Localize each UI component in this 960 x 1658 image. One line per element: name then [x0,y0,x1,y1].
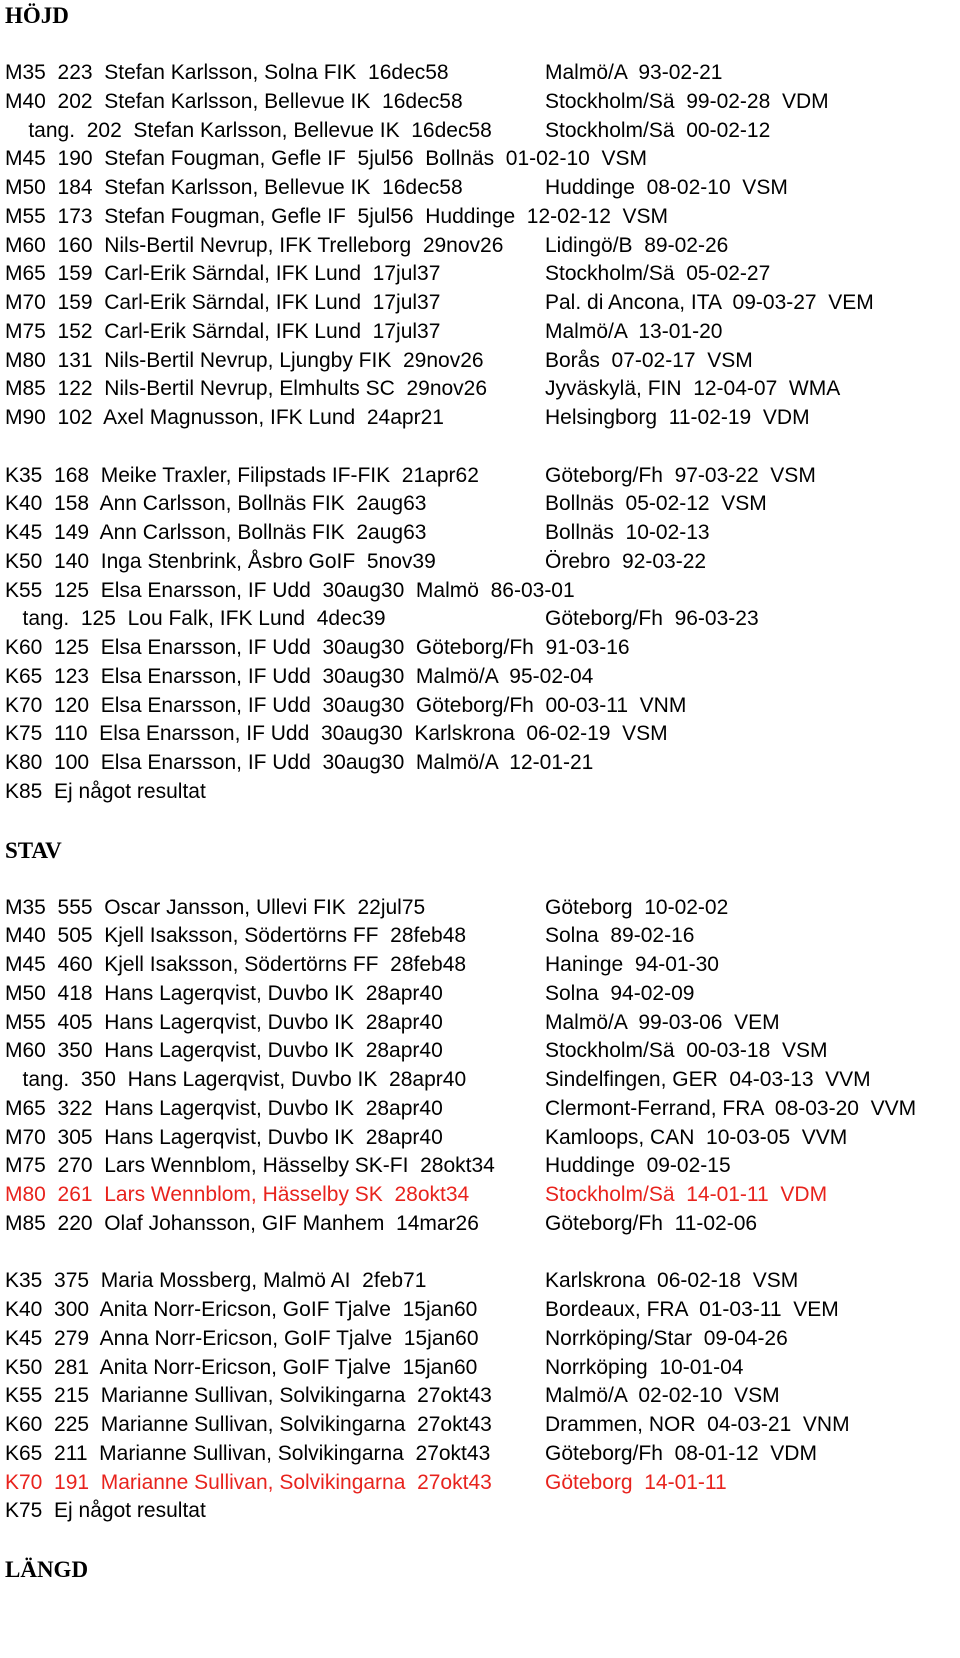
record-text: K40 158 Ann Carlsson, Bollnäs FIK 2aug63 [5,492,427,516]
record-text: K70 120 Elsa Enarsson, IF Udd 30aug30 Göteborg/Fh 00-03-11 VNM [5,693,687,717]
record-text: tang. 125 Lou Falk, IFK Lund 4dec39 [5,607,386,631]
record-venue: Göteborg/Fh 97-03-22 VSM [545,463,816,487]
record-row [0,1069,960,1099]
record-text: K55 215 Marianne Sullivan, Solvikingarna 27okt43 [5,1384,492,1408]
record-text: tang. 202 Stefan Karlsson, Bellevue IK 16dec58 [5,118,492,142]
record-row [0,695,960,725]
record-text: M80 131 Nils-Bertil Nevrup, Ljungby FIK 29nov26 [5,348,484,372]
record-venue: Huddinge 09-02-15 [545,1154,731,1178]
record-row [0,723,960,753]
record-row [0,1098,960,1128]
record-text: tang. 350 Hans Lagerqvist, Duvbo IK 28apr40 [5,1068,467,1091]
record-text: M75 152 Carl-Erik Särndal, IFK Lund 17jul37 [5,319,441,343]
record-row [0,1357,960,1387]
record-row [0,177,960,207]
record-venue: Norrköping 10-01-04 [545,1355,744,1379]
record-row [0,1500,960,1530]
record-row [0,465,960,495]
record-venue: Göteborg 14-01-11 [545,1470,727,1494]
record-venue: Solna 89-02-16 [545,924,695,948]
record-row [0,292,960,322]
record-text: K50 140 Inga Stenbrink, Åsbro GoIF 5nov39 [5,549,436,573]
record-venue: Stockholm/Sä 14-01-11 VDM [545,1183,828,1206]
record-row [0,1299,960,1329]
record-venue: Bordeaux, FRA 01-03-11 VEM [545,1298,839,1321]
record-text: M65 159 Carl-Erik Särndal, IFK Lund 17jul37 [5,262,441,286]
record-venue: Clermont-Ferrand, FRA 08-03-20 VVM [545,1096,917,1120]
record-row [0,1012,960,1042]
record-text: K50 281 Anita Norr-Ericson, GoIF Tjalve 15jan60 [5,1355,478,1379]
record-row [0,580,960,610]
record-text: M55 173 Stefan Fougman, Gefle IF 5jul56 Huddinge 12-02-12 VSM [5,204,669,228]
record-text: M85 220 Olaf Johansson, GIF Manhem 14mar26 [5,1211,479,1235]
record-row [0,1040,960,1070]
record-text: K35 375 Maria Mossberg, Malmö AI 2feb71 [5,1269,427,1293]
record-venue: Helsingborg 11-02-19 VDM [545,406,810,429]
record-row [0,1270,960,1300]
record-row [0,637,960,667]
record-row [0,407,960,437]
record-venue: Stockholm/Sä 00-03-18 VSM [545,1039,828,1063]
record-venue: Huddinge 08-02-10 VSM [545,176,788,199]
record-text: K85 Ej något resultat [5,779,206,803]
record-text: M80 261 Lars Wennblom, Hässelby SK 28okt34 [5,1183,470,1206]
record-text: M50 184 Stefan Karlsson, Bellevue IK 16dec58 [5,176,463,199]
record-venue: Göteborg/Fh 08-01-12 VDM [545,1441,817,1465]
record-text: M50 418 Hans Lagerqvist, Duvbo IK 28apr40 [5,981,443,1005]
record-text: M60 160 Nils-Bertil Nevrup, IFK Trelleborg 29nov26 [5,233,504,257]
record-row [0,666,960,696]
section-heading: LÄNGD [5,1557,89,1582]
record-venue: Kamloops, CAN 10-03-05 VVM [545,1125,848,1149]
record-text: K60 225 Marianne Sullivan, Solvikingarna 27okt43 [5,1413,492,1436]
record-text: K35 168 Meike Traxler, Filipstads IF-FIK 21apr62 [5,463,479,487]
section-heading: HÖJD [5,3,69,28]
record-venue: Göteborg/Fh 96-03-23 [545,607,759,631]
record-text: M35 555 Oscar Jansson, Ullevi FIK 22jul75 [5,895,426,919]
record-row [0,752,960,782]
record-text: K80 100 Elsa Enarsson, IF Udd 30aug30 Malmö/A 12-01-21 [5,751,594,774]
record-row [0,1328,960,1358]
record-venue: Örebro 92-03-22 [545,549,707,573]
record-row [0,954,960,984]
record-row [0,1472,960,1502]
record-venue: Göteborg 10-02-02 [545,895,729,919]
record-venue: Borås 07-02-17 VSM [545,348,753,372]
record-text: K45 149 Ann Carlsson, Bollnäs FIK 2aug63 [5,521,427,544]
record-text: M35 223 Stefan Karlsson, Solna FIK 16dec58 [5,61,449,84]
record-row [0,897,960,927]
record-row [0,1385,960,1415]
record-text: M75 270 Lars Wennblom, Hässelby SK-FI 28okt34 [5,1154,495,1178]
record-row [0,321,960,351]
record-row [0,925,960,955]
record-venue: Stockholm/Sä 00-02-12 [545,118,771,142]
record-row [0,1443,960,1473]
record-row [0,1127,960,1157]
record-text: K75 110 Elsa Enarsson, IF Udd 30aug30 Karlskrona 06-02-19 VSM [5,722,668,746]
record-venue: Solna 94-02-09 [545,981,695,1005]
record-row [0,1414,960,1444]
record-row [0,378,960,408]
record-venue: Malmö/A 02-02-10 VSM [545,1384,780,1408]
record-row [0,551,960,581]
record-row [0,235,960,265]
record-venue: Malmö/A 99-03-06 VEM [545,1010,780,1034]
record-row [0,1242,960,1272]
record-venue: Pal. di Ancona, ITA 09-03-27 VEM [545,291,874,314]
section-heading: STAV [5,837,62,863]
record-text: M45 460 Kjell Isaksson, Södertörns FF 28feb48 [5,953,467,976]
record-row [0,1184,960,1214]
record-row [0,781,960,811]
record-text: M55 405 Hans Lagerqvist, Duvbo IK 28apr40 [5,1010,443,1034]
record-text: M70 159 Carl-Erik Särndal, IFK Lund 17jul37 [5,291,441,314]
record-venue: Bollnäs 10-02-13 [545,521,710,544]
record-row [0,120,960,150]
record-row [0,983,960,1013]
record-text: K40 300 Anita Norr-Ericson, GoIF Tjalve 15jan60 [5,1298,478,1321]
record-row [0,1213,960,1243]
record-venue: Malmö/A 93-02-21 [545,61,723,84]
record-row [0,206,960,236]
record-row [0,91,960,121]
record-text: M40 505 Kjell Isaksson, Södertörns FF 28feb48 [5,924,467,948]
record-venue: Stockholm/Sä 99-02-28 VDM [545,89,829,113]
record-venue: Stockholm/Sä 05-02-27 [545,262,771,286]
record-text: M60 350 Hans Lagerqvist, Duvbo IK 28apr40 [5,1039,443,1063]
record-venue: Bollnäs 05-02-12 VSM [545,492,767,516]
record-text: M65 322 Hans Lagerqvist, Duvbo IK 28apr40 [5,1096,443,1120]
record-text: K55 125 Elsa Enarsson, IF Udd 30aug30 Malmö 86-03-01 [5,578,575,602]
record-row [0,350,960,380]
record-text: K75 Ej något resultat [5,1499,206,1523]
record-venue: Malmö/A 13-01-20 [545,319,723,343]
record-row [0,608,960,638]
record-venue: Drammen, NOR 04-03-21 VNM [545,1413,850,1436]
record-row [0,1155,960,1185]
record-text: M40 202 Stefan Karlsson, Bellevue IK 16dec58 [5,89,463,113]
record-row [0,493,960,523]
record-text: M85 122 Nils-Bertil Nevrup, Elmhults SC 29nov26 [5,377,488,401]
record-text: K60 125 Elsa Enarsson, IF Udd 30aug30 Göteborg/Fh 91-03-16 [5,636,630,659]
record-row [0,436,960,466]
record-row [0,148,960,178]
record-text: K45 279 Anna Norr-Ericson, GoIF Tjalve 15jan60 [5,1326,479,1350]
record-text: M70 305 Hans Lagerqvist, Duvbo IK 28apr40 [5,1125,443,1149]
record-venue: Göteborg/Fh 11-02-06 [545,1211,758,1235]
record-venue: Haninge 94-01-30 [545,953,719,976]
record-venue: Karlskrona 06-02-18 VSM [545,1269,799,1293]
record-venue: Sindelfingen, GER 04-03-13 VVM [545,1068,871,1091]
record-text: M90 102 Axel Magnusson, IFK Lund 24apr21 [5,406,444,429]
record-venue: Jyväskylä, FIN 12-04-07 WMA [545,377,841,401]
record-text: K70 191 Marianne Sullivan, Solvikingarna 27okt43 [5,1470,492,1494]
record-row [0,263,960,293]
record-venue: Lidingö/B 89-02-26 [545,233,729,257]
record-text: K65 123 Elsa Enarsson, IF Udd 30aug30 Malmö/A 95-02-04 [5,664,594,688]
record-venue: Norrköping/Star 09-04-26 [545,1326,788,1350]
record-row [0,62,960,92]
record-row [0,522,960,552]
record-text: M45 190 Stefan Fougman, Gefle IF 5jul56 Bollnäs 01-02-10 VSM [5,147,648,171]
record-text: K65 211 Marianne Sullivan, Solvikingarna 27okt43 [5,1441,491,1465]
